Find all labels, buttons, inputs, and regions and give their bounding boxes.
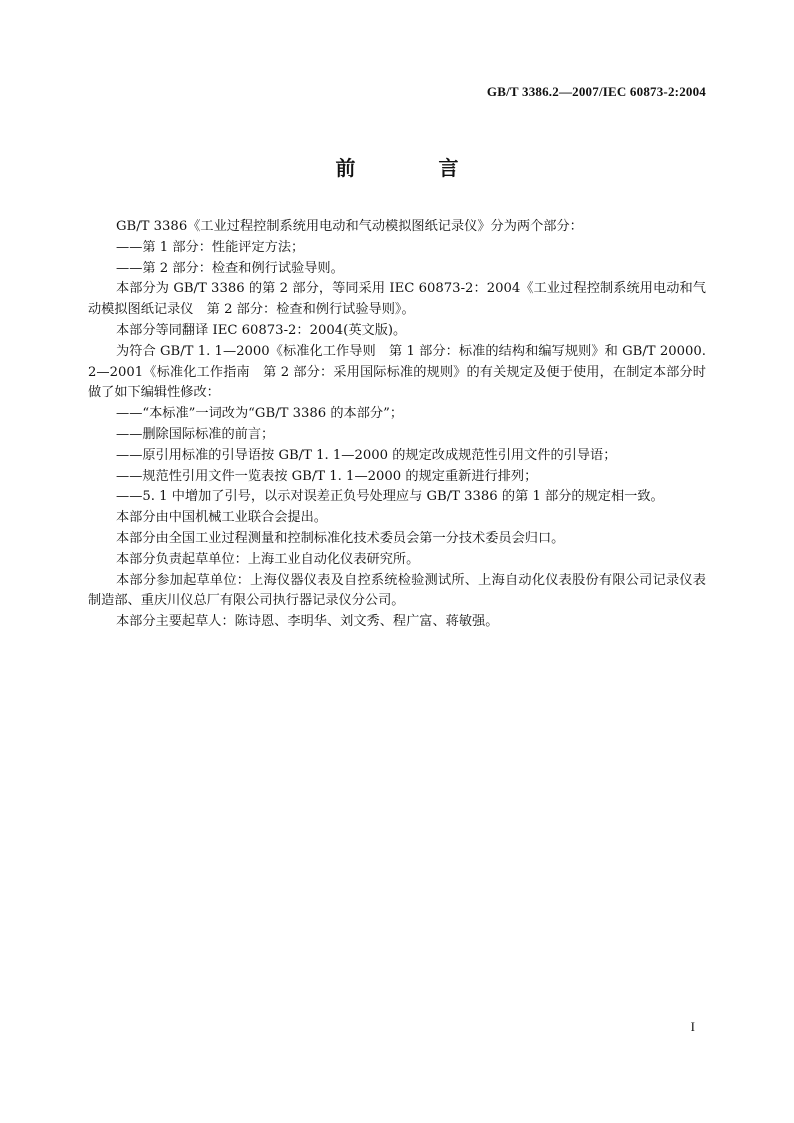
- paragraph-parts-intro: GB/T 3386《工业过程控制系统用电动和气动模拟图纸记录仪》分为两个部分：: [116, 219, 583, 234]
- paragraph-under-jurisdiction: 本部分由全国工业过程测量和控制标准化技术委员会第一分技术委员会归口。: [116, 530, 565, 546]
- foreword-body: [88, 217, 706, 633]
- list-item-change-4: ——规范性引用文件一览表按 GB/T 1. 1—2000 的规定重新进行排列；: [116, 468, 538, 484]
- list-item-part-1: ——第 1 部分：性能评定方法；: [116, 239, 305, 255]
- paragraph-adoption: 本部分为 GB/T 3386 的第 2 部分，等同采用 IEC 60873-2：2004《工业过程控制系统用电动和气动模拟图纸记录仪 第 2 部分：检查和例行试验导则》。: [88, 281, 706, 318]
- paragraph-editorial-changes: 为符合 GB/T 1. 1—2000《标准化工作导则 第 1 部分：标准的结构和编写规则》和 GB/T 20000. 2—2001《标准化工作指南 第 2 部分：采用国际标准的规则》的有关规定及便于使用，在制定本部分时做了如下编辑性修改：: [88, 343, 706, 401]
- paragraph-drafting-unit: 本部分负责起草单位：上海工业自动化仪表研究所。: [116, 551, 420, 567]
- page-number: I: [690, 1019, 695, 1034]
- paragraph-drafters: 本部分主要起草人：陈诗恩、李明华、刘文秀、程广富、蒋敏强。: [116, 614, 499, 630]
- page-title: 前 言: [335, 156, 497, 180]
- paragraph-participating-units: 本部分参加起草单位：上海仪器仪表及自控系统检验测试所、上海自动化仪表股份有限公司记录仪表制造部、重庆川仪总厂有限公司执行器记录仪分公司。: [88, 572, 706, 609]
- list-item-change-1: ——“本标准”一词改为“GB/T 3386 的本部分”；: [116, 406, 404, 422]
- list-item-change-3: ——原引用标准的引导语按 GB/T 1. 1—2000 的规定改成规范性引用文件的引导语；: [116, 447, 617, 463]
- paragraph-translation: 本部分等同翻译 IEC 60873-2：2004(英文版)。: [116, 322, 407, 338]
- paragraph-proposed-by: 本部分由中国机械工业联合会提出。: [116, 510, 327, 526]
- list-item-part-2: ——第 2 部分：检查和例行试验导则。: [116, 260, 344, 276]
- list-item-change-2: ——删除国际标准的前言；: [116, 426, 275, 442]
- list-item-change-5: ——5. 1 中增加了引号，以示对误差正负号处理应与 GB/T 3386 的第 1 部分的规定相一致。: [116, 489, 664, 505]
- standard-code-header: GB/T 3386.2—2007/IEC 60873-2:2004: [486, 84, 706, 99]
